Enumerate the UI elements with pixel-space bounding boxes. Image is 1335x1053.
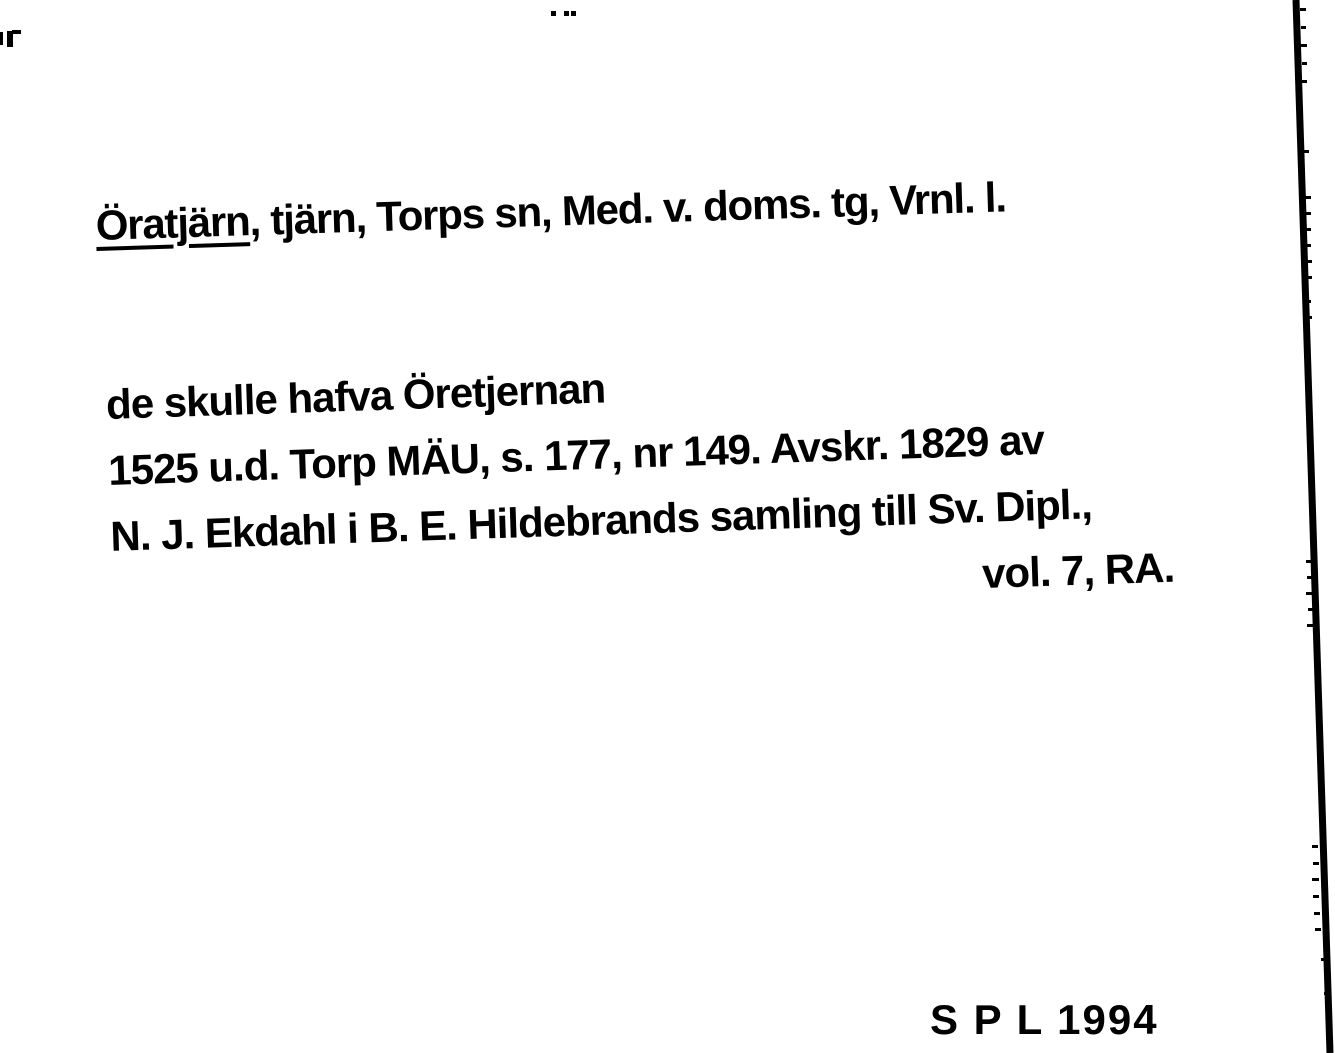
citation-source-line: 1525 u.d. Torp MÄU, s. 177, nr 149. Avskr. 1829 av (107, 415, 1045, 494)
citation-volume-line: vol. 7, RA. (981, 543, 1175, 598)
scan-speck-corner-dash (12, 30, 21, 34)
scan-speck-corner-dot (0, 32, 3, 45)
scan-speck-dot (571, 11, 576, 16)
card-citation-block (105, 337, 1175, 636)
scan-speck-dot (564, 11, 569, 16)
place-name-lemma: Öratjärn (95, 197, 251, 249)
card-heading (95, 173, 1006, 250)
spl-year-stamp: S P L 1994 (930, 996, 1159, 1043)
heading-locality-info: , tjärn, Torps sn, Med. v. doms. tg, Vrnl. l. (248, 173, 1007, 245)
citation-transcriber-line: N. J. Ekdahl i B. E. Hildebrands samling till Sv. Dipl., (109, 480, 1093, 560)
citation-quote-line: de skulle hafva Öretjernan (105, 364, 606, 428)
scan-speck-dot (551, 11, 556, 16)
